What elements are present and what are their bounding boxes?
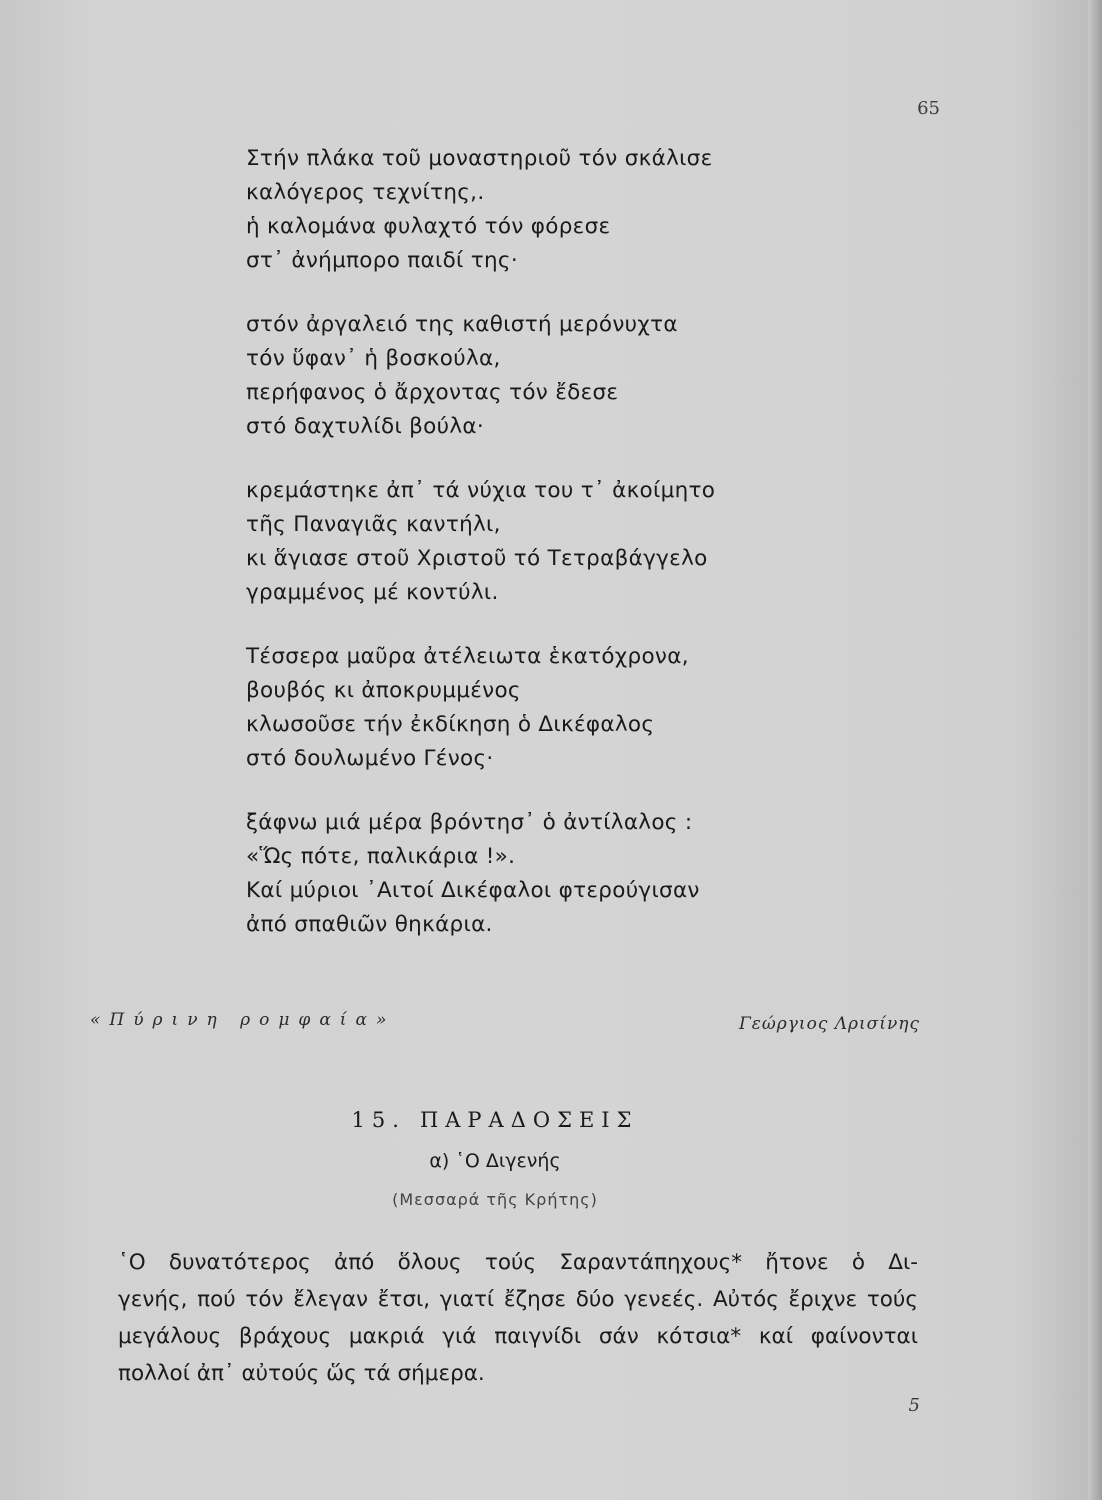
poem-line: στό δαχτυλίδι βούλα· xyxy=(246,414,484,439)
poem-line: βουβός κι ἀποκρυμμένος xyxy=(246,678,521,703)
poem-line: ξάφνω μιά μέρα βρόντησ᾽ ὁ ἀντίλαλος : xyxy=(246,810,693,835)
prose-line: πολλοί ἀπ᾽ αὐτούς ὥς τά σήμερα. xyxy=(118,1361,485,1386)
poem-line: κλωσοῦσε τήν ἐκδίκηση ὁ Δικέφαλος xyxy=(246,712,655,737)
prose-line: μεγάλους βράχους μακριά γιά παιγνίδι σάν κότσια* καί φαίνονται xyxy=(118,1324,918,1349)
poem-line: περήφανος ὁ ἄρχοντας τόν ἔδεσε xyxy=(246,380,619,405)
poem-line: Τέσσερα μαῦρα ἀτέλειωτα ἑκατόχρονα, xyxy=(246,644,689,669)
poem-line: στόν ἀργαλειό της καθιστή μερόνυχτα xyxy=(246,312,678,337)
poem-line: Στήν πλάκα τοῦ μοναστηριοῦ τόν σκάλισε xyxy=(246,146,713,171)
signature-mark: 5 xyxy=(908,1395,920,1416)
poem xyxy=(246,142,866,972)
poem-line: ἡ καλομάνα φυλαχτό τόν φόρεσε xyxy=(246,214,611,239)
poem-line: κρεμάστηκε ἀπ᾽ τά νύχια του τ᾽ ἀκοίμητο xyxy=(246,478,716,503)
poem-stanza xyxy=(246,806,866,942)
poem-line: κι ἅγιασε στοῦ Χριστοῦ τό Τετραβάγγελο xyxy=(246,546,708,571)
poem-source xyxy=(90,1010,920,1040)
poem-line: Καί μύριοι ᾿Αιτοί Δικέφαλοι φτερούγισαν xyxy=(246,878,700,903)
source-author: Γεώργιος Λρισίνης xyxy=(738,1014,920,1034)
section-place: (Μεσσαρά τῆς Κρήτης) xyxy=(392,1190,598,1209)
page-number: 65 xyxy=(917,98,940,119)
poem-line: στό δουλωμένο Γένος· xyxy=(246,746,494,771)
poem-line: τόν ὕφαν᾽ ἡ βοσκούλα, xyxy=(246,346,501,371)
section-title: ΠΑΡΑΔΟΣΕΙΣ xyxy=(419,1108,639,1132)
poem-line: καλόγερος τεχνίτης,. xyxy=(246,180,485,205)
poem-stanza xyxy=(246,308,866,444)
poem-stanza xyxy=(246,474,866,610)
poem-line: γραμμένος μέ κοντύλι. xyxy=(246,580,499,605)
section-heading xyxy=(0,1108,990,1132)
prose-line: ῾Ο δυνατότερος ἀπό ὅλους τούς Σαραντάπηχους* ἤτονε ὁ Δι- xyxy=(118,1250,918,1275)
section-number: 15. xyxy=(351,1108,406,1132)
section-subtitle: α) ῾Ο Διγενής xyxy=(429,1150,561,1172)
prose-paragraph xyxy=(118,1244,918,1392)
poem-line: τῆς Παναγιᾶς καντήλι, xyxy=(246,512,501,537)
poem-line: στ᾽ ἀνήμπορο παιδί της· xyxy=(246,248,518,273)
prose-line: γενής, πού τόν ἔλεγαν ἔτσι, γιατί ἔζησε δύο γενεές. Αὐτός ἔριχνε τούς xyxy=(118,1287,918,1312)
poem-stanza xyxy=(246,142,866,278)
page-edge-shadow xyxy=(1088,0,1102,1500)
poem-line: «Ὥς πότε, παλικάρια !». xyxy=(246,844,516,869)
source-title: «Πύρινη ρομφαία» xyxy=(90,1010,396,1030)
poem-stanza xyxy=(246,640,866,776)
poem-line: ἀπό σπαθιῶν θηκάρια. xyxy=(246,912,493,937)
